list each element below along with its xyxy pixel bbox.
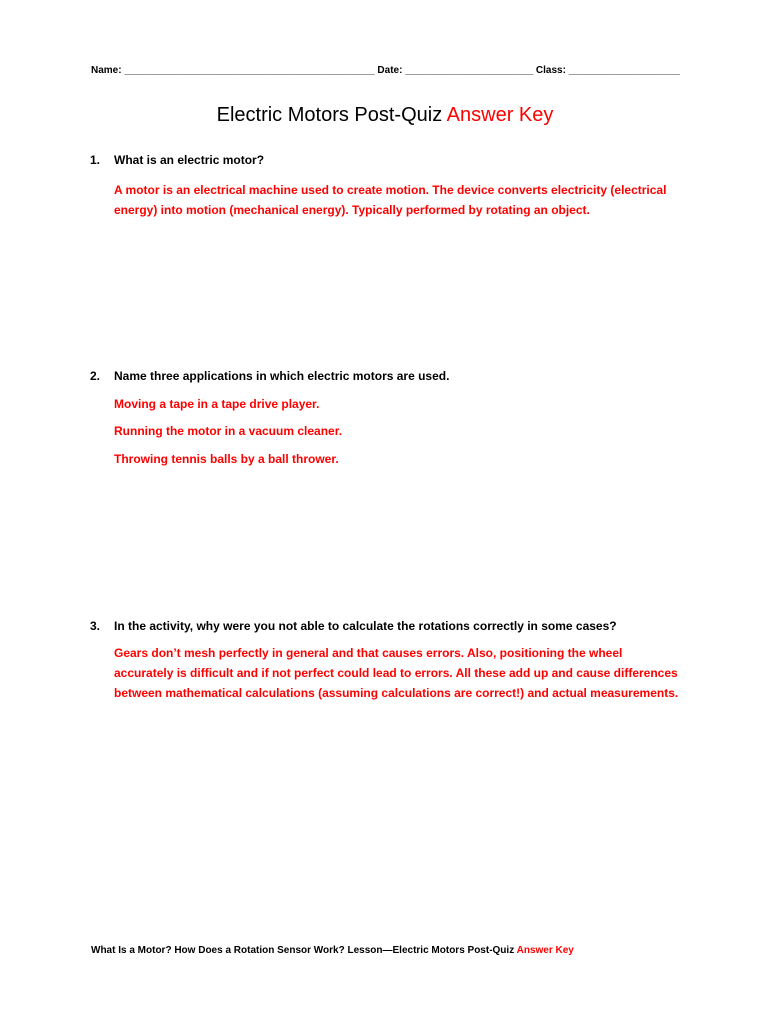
question-text: In the activity, why were you not able to calculate the rotations correctly in some cases? bbox=[114, 619, 617, 633]
page-title bbox=[0, 104, 770, 127]
footer-text: What Is a Motor? How Does a Rotation Sensor Work? Lesson—Electric Motors Post-Quiz bbox=[91, 945, 515, 956]
question-number: 1. bbox=[90, 153, 101, 167]
answer-text: A motor is an electrical machine used to create motion. The device converts electricity (electrical energy) into motion (mechanical energy). Typically performed by rotating an object. bbox=[114, 183, 667, 217]
answer-1 bbox=[114, 180, 684, 220]
question-number: 2. bbox=[90, 369, 101, 383]
name-blank[interactable]: _____________________________________________ bbox=[124, 65, 375, 76]
date-blank[interactable]: _______________________ bbox=[405, 65, 534, 76]
question-2 bbox=[90, 369, 449, 383]
answer-2-item-3: Throwing tennis balls by a ball thrower. bbox=[114, 452, 339, 466]
question-3 bbox=[90, 619, 617, 633]
title-main: Electric Motors Post-Quiz bbox=[216, 104, 443, 126]
question-number: 3. bbox=[90, 619, 101, 633]
question-text: What is an electric motor? bbox=[114, 153, 265, 167]
title-highlight: Answer Key bbox=[446, 104, 554, 126]
header-fields bbox=[91, 65, 680, 76]
class-blank[interactable]: ____________________ bbox=[568, 65, 680, 76]
footer-highlight: Answer Key bbox=[516, 945, 574, 956]
class-label: Class: bbox=[535, 65, 566, 76]
name-label: Name: bbox=[91, 65, 122, 76]
answer-3 bbox=[114, 643, 684, 703]
question-text: Name three applications in which electric motors are used. bbox=[114, 369, 450, 383]
answer-text: Gears don’t mesh perfectly in general and that causes errors. Also, positioning the wheel accurately is difficult and if not perfect could lead to errors. All these add up and cause differences between mathematical calculations (assuming calculations are correct!) and actual measurements. bbox=[114, 646, 679, 700]
page-footer bbox=[91, 945, 574, 956]
date-label: Date: bbox=[377, 65, 403, 76]
question-1 bbox=[90, 153, 264, 167]
answer-2-item-2: Running the motor in a vacuum cleaner. bbox=[114, 424, 343, 438]
answer-2-item-1: Moving a tape in a tape drive player. bbox=[114, 397, 320, 411]
